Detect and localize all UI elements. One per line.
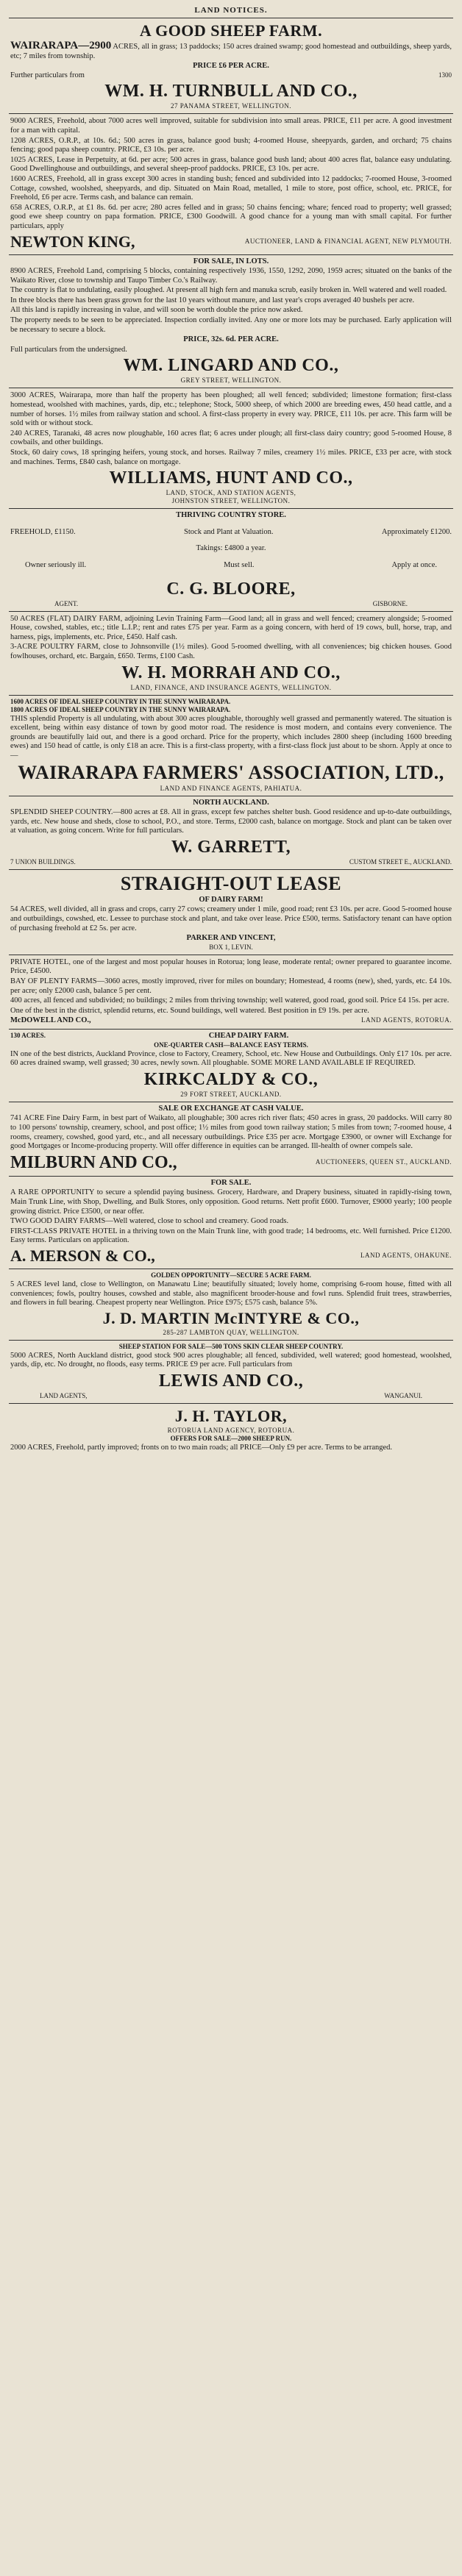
ad-item: 240 ACRES, Taranaki, 48 acres now ploughable, 160 acres flat; 6 acres under plough; all first-class dairy country; good 5-roomed House, 8 cowbails, and other buildings.: [10, 429, 452, 447]
ad-firm: NEWTON KING,: [10, 232, 135, 251]
ad-firm: J. D. MARTIN McINTYRE & CO.,: [102, 1308, 360, 1327]
ad-title-line: 1600 ACRES OF IDEAL SHEEP COUNTRY IN THE SUNNY WAIRARAPA.: [10, 697, 231, 705]
ad-headline: STRAIGHT-OUT LEASE: [120, 872, 342, 894]
ad-wairarapa-farmers: [9, 696, 453, 796]
ad-item: 1600 ACRES, Freehold, all in grass except 300 acres in standing bush; fenced and subdivided into 12 paddocks; 7-roomed House, 3-roomed Cottage, cowshed, woolshed, sheepyards, and dip. Situated on Main Road, metalled, 1 mile to store, post office, school, etc. PRICE, for Freehold, £6 per acre. Terms cash, and balance can remain.: [10, 174, 452, 202]
ad-item: 3000 ACRES, Wairarapa, more than half the property has been ploughed; all well fenced; subdivided; limestone formation; first-class homestead, woolshed with machines, yards, dip, etc.; telephone; Stock, 5000 sheep, of which 2000 are breeding ewes, 450 head cattle, and a number of horses. 1½ miles from railway station and school. A first-class property in every way. PRICE, £11 10s. per acre. This farm will be sold with or without stock.: [10, 391, 452, 428]
ad-further: Further particulars from: [10, 71, 85, 79]
ad-firm: WM. LINGARD AND CO.,: [123, 356, 339, 376]
ad-item: 400 acres, all fenced and subdivided; no buildings; 2 miles from thriving township; well watered, good road, good soil. Price £4 15s. per acre.: [10, 996, 449, 1005]
ad-kirkcaldy: [9, 1030, 453, 1102]
ad-firm: WILLIAMS, HUNT AND CO.,: [109, 468, 353, 488]
ad-label: GOLDEN OPPORTUNITY—SECURE 5 ACRE FARM.: [151, 1271, 311, 1279]
ad-headline: THRIVING COUNTRY STORE.: [176, 511, 286, 520]
ad-item: 1208 ACRES, O.R.P., at 10s. 6d.; 500 acres in grass, balance good bush; 4-roomed House, sheepyards, garden, and orchard; 75 chains fencing; good papa sheep country. PRICE, £3 10s. per acre.: [10, 136, 452, 154]
ad-body: 5 ACRES level land, close to Wellington, on Manawatu Line; beautifully situated; lovely home, comprising 6-room house, fitted with all conveniences; fowls, poultry houses, cowshed and stable, also magnificent brooder-house and fowl runs. Splendid fruit trees, strawberries, and flowers in full bearing. Cheapest property near Wellington. Price £975; £575 cash, balance 5%.: [10, 1280, 452, 1307]
ad-firm: LEWIS AND CO.,: [158, 1371, 304, 1391]
ad-foot: WANGANUI.: [384, 1391, 422, 1399]
ad-row-item: Approximately £1200.: [381, 527, 452, 536]
ad-label: OFFERS FOR SALE—2000 SHEEP RUN.: [170, 1434, 292, 1442]
ad-label: SHEEP STATION FOR SALE—500 TONS SKIN CLEAR SHEEP COUNTRY.: [118, 1342, 344, 1350]
ad-body: 2000 ACRES, Freehold, partly improved; fronts on to two main roads; all PRICE—Only £9 per acre. Terms to be arranged.: [10, 1443, 393, 1452]
ad-item: Stock, 60 dairy cows, 18 springing heifers, young stock, and horses. Railway 7 miles, creamery 1½ miles. PRICE, £33 per acre, with stock and machines. Terms, £840 cash, balance on mortgage.: [10, 449, 452, 466]
ad-item: 1025 ACRES, Lease in Perpetuity, at 6d. per acre; 500 acres in grass, balance good bush land; about 400 acres flat, balance easy undulating. Good Dwellinghouse and outbuildings, and several sheep-proof paddocks. PRICE, £3 10s. per acre.: [10, 155, 452, 174]
ad-firm: PARKER AND VINCENT,: [186, 934, 276, 943]
ad-wm-lingard: [9, 255, 453, 389]
ad-address: 29 FORT STREET, AUCKLAND.: [180, 1090, 282, 1098]
ad-ref: 1300: [438, 71, 452, 79]
ad-firm-sub: ROTORUA LAND AGENCY, ROTORUA.: [167, 1426, 295, 1434]
ad-row-item: Must sell.: [224, 560, 255, 569]
ad-foot: CUSTOM STREET E., AUCKLAND.: [349, 857, 452, 866]
ad-firm: KIRKCALDY & CO.,: [143, 1069, 319, 1089]
ad-body: 741 ACRE Fine Dairy Farm, in best part of Waikato, all ploughable; 300 acres rich river flats; 450 acres in grass, 20 paddocks. Will carry 80 to 100 persons' township, creamery, school, and post office; 1½ miles from good town railway station; 5 miles from town; 7-roomed house, 4 rooms, creamery, cowshed, good yard, etc., and all necessary outbuildings. Price £35 per acre. Mortgage £3900, or owner will Exchange for good Mortgages or Income-producing property. Will offer difference in equities can be arranged. Ill-health of owner compels sale.: [10, 1114, 452, 1151]
ad-label: NORTH AUCKLAND.: [193, 798, 269, 807]
ad-item: BAY OF PLENTY FARMS—3060 acres, mostly improved, river for miles on boundary; Homestead, 4 rooms (new), shed, yards, etc. £4 10s. per acre; only £2000 cash, balance 5 per cent.: [10, 977, 452, 995]
ad-item: One of the best in the district, splendid returns, etc. Sound buildings, well watered. Best position in £9 19s. per acre.: [10, 1006, 369, 1015]
ad-lead: WAIRARAPA—2900: [10, 40, 112, 51]
ad-takings: Takings: £4800 a year.: [196, 544, 266, 553]
ad-item: The country is flat to undulating, easily ploughed. At present all high fern and manuka scrub, easily broken in. Well watered and well roaded.: [10, 286, 447, 295]
ad-firm: WM. H. TURNBULL AND CO.,: [104, 82, 358, 101]
land-notices-page: [6, 0, 456, 1456]
ad-item: 8900 ACRES, Freehold Land, comprising 5 blocks, containing respectively 1936, 1550, 1292, 2090, 1959 acres; situated on the banks of the Waikato River, close to township and Taupo Timber Co.'s Railway.: [10, 267, 452, 285]
ad-item: Full particulars from the undersigned.: [10, 345, 127, 354]
ad-item: TWO GOOD DAIRY FARMS—Well watered, close to school and creamery. Good roads.: [10, 1217, 289, 1226]
ad-item: A RARE OPPORTUNITY to secure a splendid paying business. Grocery, Hardware, and Drapery business, situated in rapidly-rising town, Main Trunk Line, with Shop, Dwelling, and Bulk Stores, only opposition. Good returns. Nett profit £600. Turnover, £9000 yearly; 100 people growing district. Price £3500, or near offer.: [10, 1188, 452, 1216]
ad-subheadline: OF DAIRY FARM!: [199, 895, 263, 904]
ad-good-sheep-farm: [9, 18, 453, 114]
ad-firm-sub: LAND AGENTS, ROTORUA.: [361, 1016, 452, 1024]
ad-label: FOR SALE.: [210, 1178, 252, 1187]
ad-merson: [9, 1177, 453, 1269]
ad-item: In three blocks there has been grass grown for the last 10 years without manure, and last year's crops averaged 40 bushels per acre.: [10, 296, 415, 304]
ad-milburn: [9, 1102, 453, 1177]
ad-firm-sub: AUCTIONEER, LAND & FINANCIAL AGENT, NEW PLYMOUTH.: [244, 238, 452, 245]
ad-row-item: Apply at once.: [391, 560, 437, 569]
ad-firm: McDOWELL AND CO.,: [10, 1016, 91, 1025]
section-header: LAND NOTICES.: [9, 4, 453, 18]
ad-mcdowell: [9, 955, 453, 1030]
ad-item: 658 ACRES, O.R.P., at £1 8s. 6d. per acre; 280 acres felled and in grass; 50 chains fencing; whare; fenced road to property; well grassed; good ewe sheep country on papa formation. PRICE, £300 Goodwill. A good chance for a young man with small capital. For further particulars, apply: [10, 203, 452, 230]
ad-address: 285-287 LAMBTON QUAY, WELLINGTON.: [163, 1328, 299, 1336]
ad-williams-hunt: [9, 388, 453, 509]
ad-garrett: [9, 796, 453, 870]
ad-item: 3-ACRE POULTRY FARM, close to Johnsonville (1½ miles). Good 5-roomed dwelling, with all conveniences; big chicken houses. Good fowlhouses, orchard, etc. Bargain, £650. Terms, £100 Cash.: [10, 643, 452, 660]
ad-morrah: [9, 612, 453, 696]
ad-firm-sub: LAND, STOCK, AND STATION AGENTS,: [166, 489, 296, 497]
ad-body: ACRES, all in grass; 13 paddocks; 150 acres drained swamp; good homestead and outbuildings, sheep yards, etc; 7 miles from township.: [10, 43, 452, 60]
ad-firm: W. H. MORRAH AND CO.,: [121, 663, 341, 682]
ad-foot: 7 UNION BUILDINGS.: [10, 857, 76, 866]
ad-row-item: Owner seriously ill.: [25, 560, 87, 569]
ad-price: PRICE, 32s. 6d. PER ACRE.: [183, 335, 279, 344]
ad-headline: A GOOD SHEEP FARM.: [139, 21, 323, 40]
ad-body: 54 ACRES, well divided, all in grass and crops, carry 27 cows; creamery under 1 mile, good road; rent £3 10s. per acre. Good 5-roomed house and outbuildings, cowshed, etc. Lessee to purchase stock and plant, and take over lease. Price £500, terms. Satisfactory tenant can have option of purchasing freehold at £2 5s. per acre.: [10, 905, 452, 932]
ad-label: FOR SALE, IN LOTS.: [193, 257, 269, 265]
ad-body: IN one of the best districts, Auckland Province, close to Factory, Creamery, School, etc. New House and Outbuildings. Only £17 10s. per acre. 60 acres drained swamp, well grassed; 30 acres, newly sown. All ploughable. SOME MORE LAND AVAILABLE IF REQUIRED.: [10, 1049, 452, 1068]
ad-row-item: Stock and Plant at Valuation.: [184, 527, 274, 536]
ad-item: 9000 ACRES, Freehold, about 7000 acres well improved, suitable for subdivision into small areas. PRICE, £11 per acre. A good investment for a man with capital.: [10, 117, 452, 135]
ad-country-store: [9, 509, 453, 611]
ad-firm: W. GARRETT,: [171, 837, 291, 857]
ad-address: JOHNSTON STREET, WELLINGTON.: [171, 497, 291, 505]
ad-lewis: [9, 1341, 453, 1404]
ad-address: AUCTIONEERS, QUEEN ST., AUCKLAND.: [315, 1158, 452, 1166]
ad-label-left: 130 ACRES.: [10, 1032, 46, 1039]
ad-item: The property needs to be seen to be appreciated. Inspection cordially invited. Any one or more lots may be purchased. Early application will be necessary to secure a block.: [10, 316, 452, 334]
ad-mcintyre: [9, 1269, 453, 1341]
ad-newton-king: [9, 114, 453, 254]
ad-firm: MILBURN AND CO.,: [10, 1152, 177, 1172]
ad-label: SALE OR EXCHANGE AT CASH VALUE.: [158, 1104, 304, 1113]
ad-firm: J. H. TAYLOR,: [174, 1406, 288, 1425]
ad-address: 27 PANAMA STREET, WELLINGTON.: [171, 102, 291, 110]
ad-firm: WAIRARAPA FARMERS' ASSOCIATION, LTD.,: [18, 761, 444, 783]
ad-firm: C. G. BLOORE,: [166, 579, 296, 599]
ad-body: SPLENDID SHEEP COUNTRY.—800 acres at £8. All in grass, except few patches shelter bush. Good residence and up-to-date outbuildings, yards, etc. New house and sheds, close to school, P.O., and store. Terms, £2000 cash, balance on mortgage. Stock and plant can be taken over at valuation, as going concern. Write for full particulars.: [10, 808, 452, 835]
ad-firm-sub: LAND AND FINANCE AGENTS, PAHIATUA.: [160, 784, 302, 792]
ad-body: 5000 ACRES, North Auckland district, good stock 900 acres ploughable; all fenced, subdivided, well watered; good homestead, woolshed, yards, dip, etc. No drought, no floods, easy terms. PRICE £9 per acre. Full particulars from: [10, 1351, 452, 1369]
ad-item: FIRST-CLASS PRIVATE HOTEL in a thriving town on the Main Trunk line, with good trade; 14 bedrooms, etc. Well furnished. Price £1200. Easy terms. Particulars on application.: [10, 1227, 452, 1245]
ad-firm-sub: LAND AGENTS, OHAKUNE.: [360, 1252, 452, 1260]
ad-body: THIS splendid Property is all undulating, with about 300 acres ploughable, thoroughly well grassed and permanently watered. The situation is excellent, being within easy distance of town by good motor road. The residence is most modern, and contains every convenience. The grounds are beautifully laid out, and there is a good orchard. Price for the property, which includes 2800 sheep (including 1600 breeding ewes) and 150 head of cattle, is only £18 an acre. This is a first-class property, with a first-class flock just about to be shorn. Apply at once to—: [10, 714, 452, 760]
ad-firm: A. MERSON & CO.,: [10, 1246, 155, 1265]
ad-taylor: [9, 1404, 453, 1457]
ad-address: GREY STREET, WELLINGTON.: [180, 377, 282, 385]
ad-address: BOX 1, LEVIN.: [209, 943, 253, 951]
ad-price: PRICE £6 PER ACRE.: [193, 62, 269, 71]
ad-label: CHEAP DAIRY FARM.: [208, 1032, 289, 1040]
ad-item: All this land is rapidly increasing in value, and will soon be worth double the price now asked.: [10, 306, 303, 315]
ad-foot: GISBORNE.: [372, 599, 408, 607]
ad-sub: ONE-QUARTER CASH—BALANCE EASY TERMS.: [154, 1041, 308, 1049]
ad-item: 50 ACRES (FLAT) DAIRY FARM, adjoining Levin Training Farm—Good land; all in grass and well fenced; creamery alongside; 5-roomed House, cowshed, stables, etc.; title L.I.P.; rent and rates £75 per year. Farm as a going concern, with herd of 19 cows, bull, horse, trap, and harness, pigs, implements, etc. Price, £450. Half cash.: [10, 614, 452, 641]
ad-title-line: 1800 ACRES OF IDEAL SHEEP COUNTRY IN THE SUNNY WAIRARAPA.: [10, 705, 231, 713]
ad-foot: LAND AGENTS,: [40, 1391, 88, 1399]
ad-row-item: FREEHOLD, £1150.: [10, 527, 76, 536]
ad-parker-vincent: [9, 870, 453, 955]
ad-item: PRIVATE HOTEL, one of the largest and most popular houses in Rotorua; long lease, moderate rental; owner prepared to guarantee income. Price, £4500.: [10, 957, 452, 976]
ad-firm-sub: LAND, FINANCE, AND INSURANCE AGENTS, WELLINGTON.: [130, 683, 332, 691]
ad-foot: AGENT.: [54, 599, 79, 607]
